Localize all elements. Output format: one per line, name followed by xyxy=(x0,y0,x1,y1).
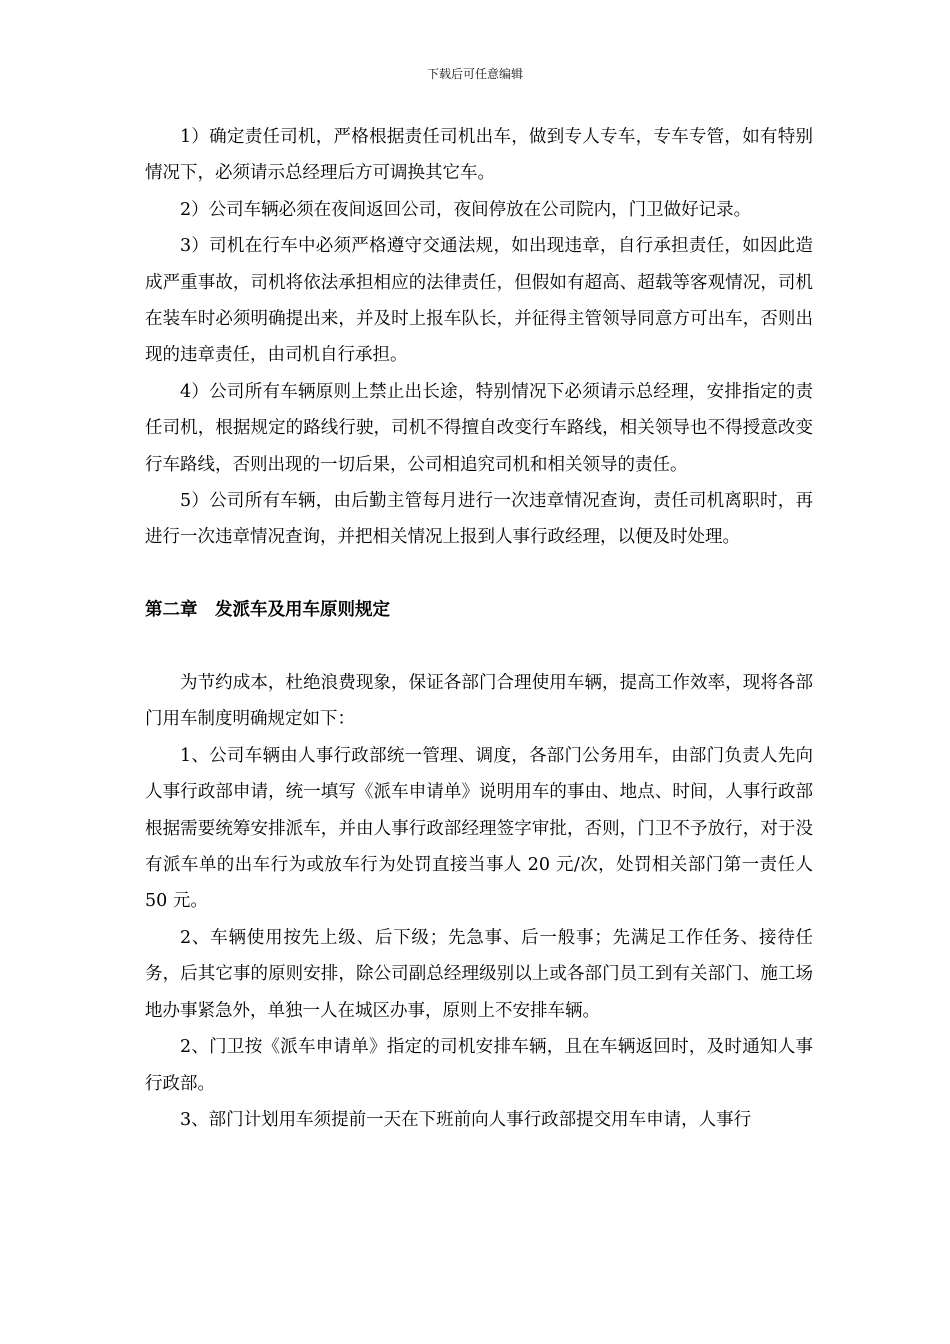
paragraph-rule-2: 2）公司车辆必须在夜间返回公司，夜间停放在公司院内，门卫做好记录。 xyxy=(180,199,752,220)
paragraph-item-3: 3、部门计划用车须提前一天在下班前向人事行政部提交用车申请，人事行 xyxy=(180,1109,752,1130)
spacer xyxy=(145,556,813,592)
paragraph-rule-1: 1）确定责任司机，严格根据责任司机出车，做到专人专车，专车专管，如有特别情况下，必须请示总经理后方可调换其它车。 xyxy=(145,127,813,184)
paragraph-intro: 为节约成本，杜绝浪费现象，保证各部门合理使用车辆，提高工作效率，现将各部门用车制度明确规定如下： xyxy=(145,673,813,730)
document-body xyxy=(145,119,813,1138)
spacer xyxy=(145,629,813,665)
paragraph-item-1: 1、公司车辆由人事行政部统一管理、调度，各部门公务用车，由部门负责人先向人事行政部申请，统一填写《派车申请单》说明用车的事由、地点、时间，人事行政部根据需要统筹安排派车，并由人事行政部经理签字审批，否则，门卫不予放行，对于没有派车单的出车行为或放车行为处罚直接当事人 20 元/次，处罚相关部门第一责任人 50 元。 xyxy=(145,745,813,912)
paragraph-rule-5: 5）公司所有车辆，由后勤主管每月进行一次违章情况查询，责任司机离职时，再进行一次违章情况查询，并把相关情况上报到人事行政经理，以便及时处理。 xyxy=(145,491,813,548)
chapter-title: 第二章 发派车及用车原则规定 xyxy=(145,600,390,621)
paragraph-rule-4: 4）公司所有车辆原则上禁止出长途，特别情况下必须请示总经理，安排指定的责任司机，根据规定的路线行驶，司机不得擅自改变行车路线，相关领导也不得授意改变行车路线，否则出现的一切后果，公司相追究司机和相关领导的责任。 xyxy=(145,381,813,475)
page-header: 下载后可任意编辑 xyxy=(426,67,523,81)
paragraph-item-2b: 2、门卫按《派车申请单》指定的司机安排车辆，且在车辆返回时，及时通知人事行政部。 xyxy=(145,1037,813,1094)
paragraph-item-2: 2、车辆使用按先上级、后下级；先急事、后一般事；先满足工作任务、接待任务，后其它事的原则安排，除公司副总经理级别以上或各部门员工到有关部门、施工场地办事紧急外，单独一人在城区办事，原则上不安排车辆。 xyxy=(145,927,813,1021)
paragraph-rule-3: 3）司机在行车中必须严格遵守交通法规，如出现违章，自行承担责任，如因此造成严重事故，司机将依法承担相应的法律责任，但假如有超高、超载等客观情况，司机在装车时必须明确提出来，并及时上报车队长，并征得主管领导同意方可出车，否则出现的违章责任，由司机自行承担。 xyxy=(145,236,813,366)
